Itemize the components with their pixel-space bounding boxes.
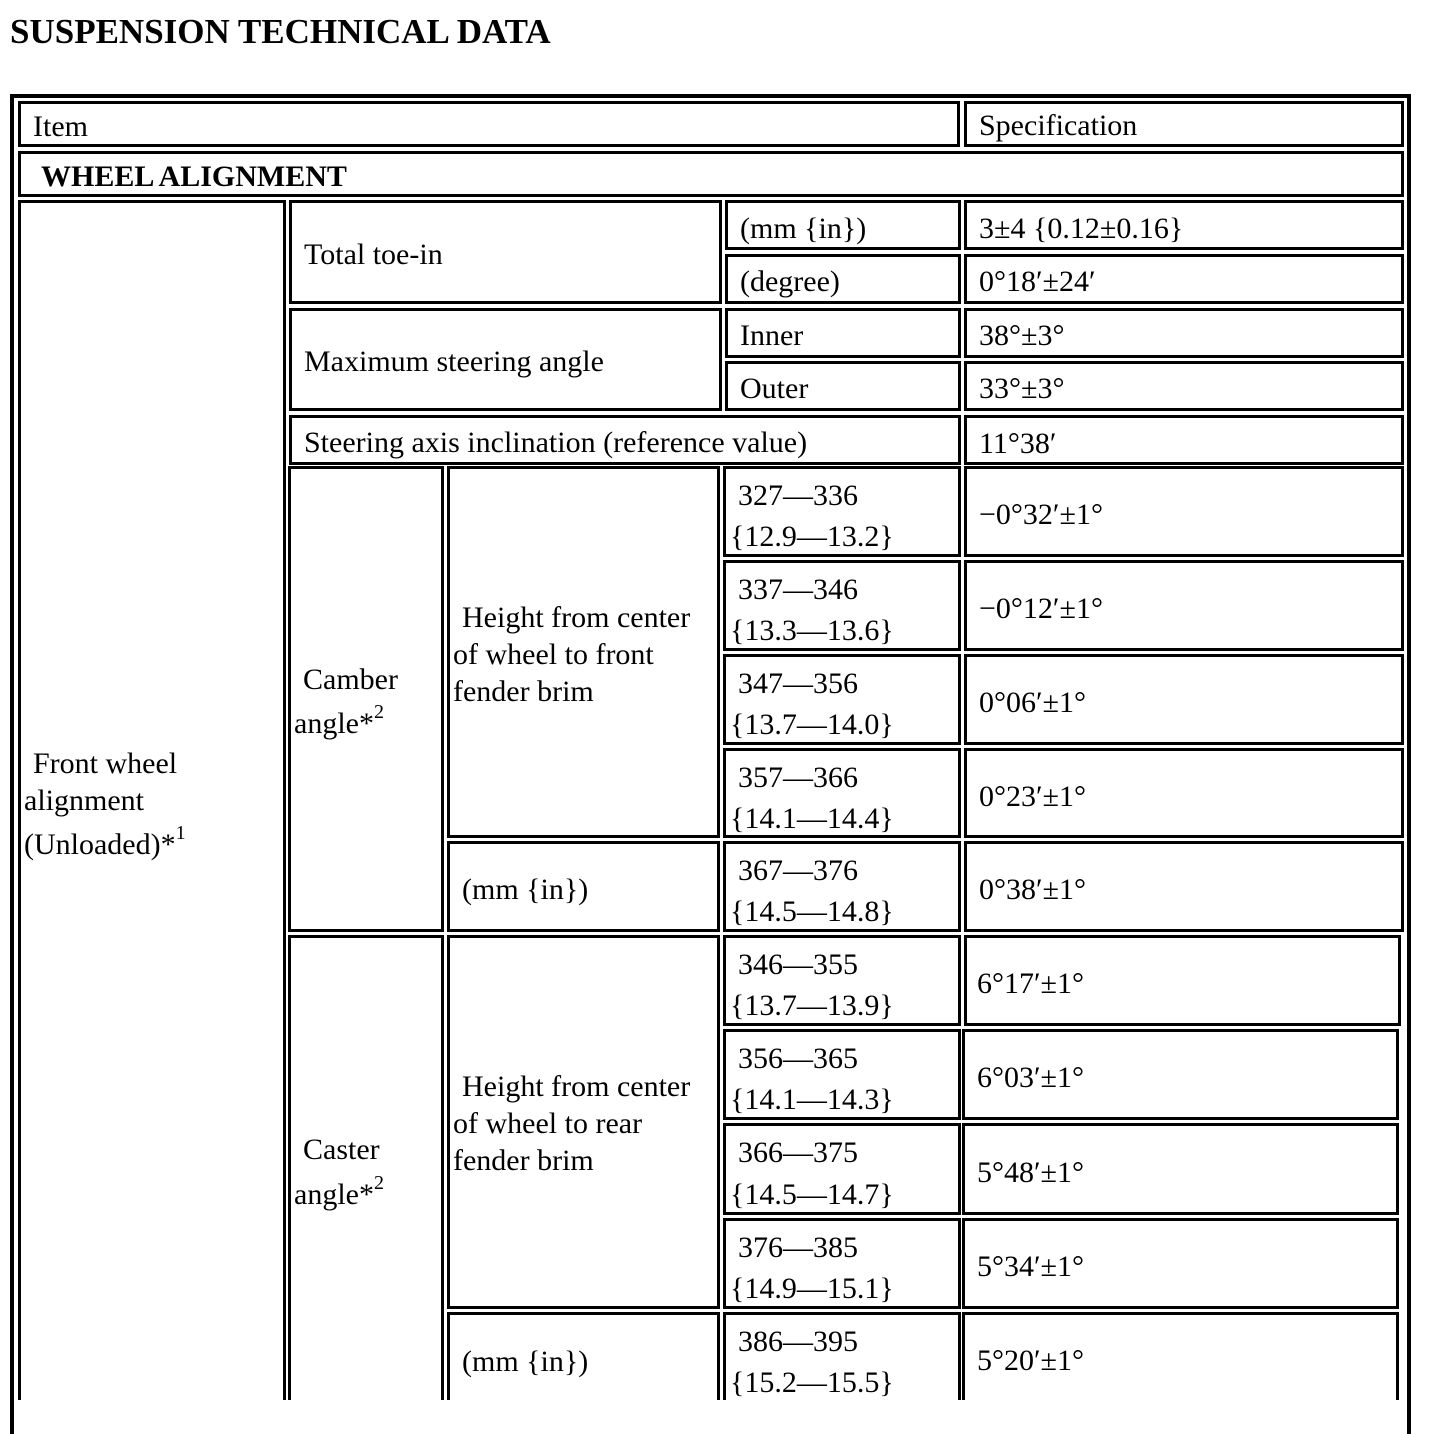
toe-in-unit: (mm {in}) bbox=[740, 212, 867, 245]
caster-range-in: {14.1—14.3} bbox=[730, 1083, 894, 1116]
camber-spec: 0°23′±1° bbox=[979, 780, 1087, 813]
toe-in-spec-cell bbox=[964, 254, 1404, 304]
camber-height-line1: Height from center bbox=[462, 601, 691, 634]
axis-inclination-label: Steering axis inclination (reference value) bbox=[304, 426, 808, 459]
toe-in-spec: 0°18′±24′ bbox=[979, 265, 1096, 298]
camber-label-line2: angle*$^2$ bbox=[294, 701, 384, 740]
group-label-line1: Front wheel bbox=[33, 747, 178, 780]
camber-range-cell bbox=[723, 560, 961, 651]
header-specification: Specification bbox=[979, 109, 1138, 142]
camber-spec: −0°32′±1° bbox=[979, 498, 1103, 531]
camber-spec-cell bbox=[964, 560, 1404, 651]
caster-spec: 5°48′±1° bbox=[977, 1156, 1085, 1189]
footnote-1: 1 bbox=[175, 822, 186, 844]
caster-label-line1: Caster bbox=[303, 1133, 380, 1166]
toe-in-unit: (degree) bbox=[740, 265, 840, 298]
camber-spec-cell bbox=[964, 466, 1404, 557]
camber-height-line2: of wheel to front bbox=[453, 638, 654, 671]
camber-unit-cell bbox=[447, 841, 720, 932]
camber-height-cell bbox=[447, 466, 720, 838]
axis-inclination-spec-cell bbox=[964, 415, 1404, 465]
caster-range-cell bbox=[723, 1312, 961, 1400]
camber-spec: 0°06′±1° bbox=[979, 686, 1087, 719]
toe-in-unit-cell bbox=[725, 254, 961, 304]
caster-height-cell bbox=[447, 935, 720, 1309]
camber-range-cell bbox=[723, 466, 961, 557]
camber-spec: −0°12′±1° bbox=[979, 592, 1103, 625]
caster-range-cell bbox=[723, 1218, 961, 1309]
caster-range-mm: 356—365 bbox=[738, 1042, 858, 1075]
camber-range-mm: 327—336 bbox=[738, 479, 858, 512]
caster-spec-cell bbox=[962, 1312, 1399, 1400]
camber-spec-cell bbox=[964, 748, 1404, 838]
caster-unit: (mm {in}) bbox=[462, 1345, 589, 1378]
toe-in-label-cell bbox=[289, 200, 722, 304]
camber-range-mm: 347—356 bbox=[738, 667, 858, 700]
camber-range-mm: 337—346 bbox=[738, 573, 858, 606]
section-title: WHEEL ALIGNMENT bbox=[41, 160, 347, 193]
steering-angle-unit: Outer bbox=[740, 372, 809, 405]
camber-range-in: {13.3—13.6} bbox=[730, 614, 894, 647]
caster-range-mm: 366—375 bbox=[738, 1136, 858, 1169]
footnote-2: 2 bbox=[373, 1172, 384, 1194]
caster-range-mm: 386—395 bbox=[738, 1325, 858, 1358]
steering-angle-unit: Inner bbox=[740, 319, 804, 352]
camber-range-cell bbox=[723, 654, 961, 745]
caster-range-mm: 376—385 bbox=[738, 1231, 858, 1264]
group-label-line2: alignment bbox=[24, 784, 144, 817]
steering-angle-unit-cell bbox=[725, 308, 961, 358]
group-cell bbox=[18, 200, 286, 1400]
caster-spec-cell bbox=[962, 1218, 1399, 1309]
camber-range-cell bbox=[723, 748, 961, 838]
caster-range-in: {14.5—14.7} bbox=[730, 1178, 894, 1211]
header-item: Item bbox=[33, 110, 88, 143]
caster-spec-cell bbox=[962, 1029, 1399, 1120]
caster-height-line3: fender brim bbox=[453, 1144, 594, 1177]
caster-unit-cell bbox=[447, 1312, 720, 1400]
caster-spec: 5°34′±1° bbox=[977, 1250, 1085, 1283]
camber-spec: 0°38′±1° bbox=[979, 873, 1087, 906]
steering-angle-label-cell bbox=[289, 308, 722, 411]
camber-range-in: {14.1—14.4} bbox=[730, 802, 894, 835]
caster-spec: 5°20′±1° bbox=[977, 1344, 1085, 1377]
caster-range-cell bbox=[723, 935, 961, 1026]
toe-in-unit-cell bbox=[725, 200, 961, 250]
caster-spec: 6°17′±1° bbox=[977, 967, 1085, 1000]
axis-inclination-spec: 11°38′ bbox=[979, 427, 1057, 460]
axis-inclination-label-cell bbox=[289, 415, 961, 465]
camber-unit: (mm {in}) bbox=[462, 873, 589, 906]
caster-height-line2: of wheel to rear bbox=[453, 1107, 643, 1140]
steering-angle-spec: 38°±3° bbox=[979, 319, 1065, 352]
group-label-line3: (Unloaded)*$^1$ bbox=[24, 822, 186, 861]
steering-angle-label: Maximum steering angle bbox=[304, 345, 604, 378]
caster-range-in: {15.2—15.5} bbox=[730, 1366, 894, 1399]
steering-angle-unit-cell bbox=[725, 361, 961, 411]
camber-label-line1: Camber bbox=[303, 663, 398, 696]
camber-range-in: {12.9—13.2} bbox=[730, 520, 894, 553]
caster-label-cell bbox=[288, 935, 444, 1400]
caster-height-line1: Height from center bbox=[462, 1070, 691, 1103]
toe-in-label: Total toe-in bbox=[304, 238, 443, 271]
caster-range-cell bbox=[723, 1029, 961, 1120]
caster-spec-cell bbox=[962, 1123, 1399, 1215]
header-spec-cell bbox=[964, 101, 1404, 147]
section-row bbox=[18, 151, 1404, 197]
footnote-2: 2 bbox=[373, 701, 384, 723]
camber-range-in: {14.5—14.8} bbox=[730, 895, 894, 928]
steering-angle-spec-cell bbox=[964, 308, 1404, 358]
camber-spec-cell bbox=[964, 841, 1404, 932]
caster-range-cell bbox=[723, 1123, 961, 1215]
toe-in-spec-cell bbox=[964, 200, 1404, 250]
caster-range-mm: 346—355 bbox=[738, 948, 858, 981]
camber-height-line3: fender brim bbox=[453, 675, 594, 708]
camber-range-mm: 357—366 bbox=[738, 761, 858, 794]
camber-spec-cell bbox=[964, 654, 1404, 745]
caster-spec: 6°03′±1° bbox=[977, 1061, 1085, 1094]
camber-range-in: {13.7—14.0} bbox=[730, 708, 894, 741]
caster-spec-cell bbox=[964, 935, 1401, 1026]
camber-label-cell bbox=[288, 466, 444, 932]
camber-range-cell bbox=[723, 841, 961, 932]
steering-angle-spec-cell bbox=[964, 361, 1404, 411]
toe-in-spec: 3±4 {0.12±0.16} bbox=[979, 212, 1184, 245]
caster-label-line2: angle*$^2$ bbox=[294, 1172, 384, 1211]
steering-angle-spec: 33°±3° bbox=[979, 372, 1065, 405]
camber-range-mm: 367—376 bbox=[738, 854, 858, 887]
page-title: SUSPENSION TECHNICAL DATA bbox=[10, 12, 551, 51]
caster-range-in: {14.9—15.1} bbox=[730, 1272, 894, 1305]
header-item-cell bbox=[18, 101, 960, 147]
caster-range-in: {13.7—13.9} bbox=[730, 989, 894, 1022]
